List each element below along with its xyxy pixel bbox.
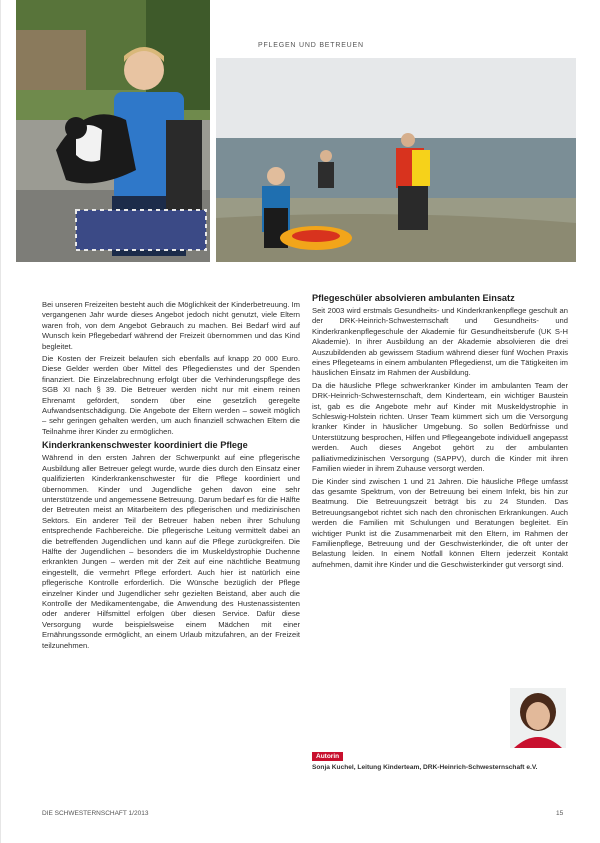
author-portrait [510,688,566,748]
article-right-column [312,290,568,572]
page-number: 15 [556,810,564,817]
paragraph: Seit 2003 wird erstmals Gesundheits- und Kinderkrankenpflege geschult an der DRK-Heinrich-Schwesternschaft und Gesundheits- und Kinderkrankenpflegeschule der Akademie für Gesundheitsberufe (UK S-H Akademie). In ihrer Ausbildung an der Akademie absolvieren die drei Auszubildenden ab gewissem Stadium während dieser fünf Wochen Praxis eines Pflegeteams in einem ambulanten Pflegedienst, um die Tätigkeiten im häuslichen Einsatz im Rahmen der Ausbildung. [312,306,568,378]
paragraph: Die Kinder sind zwischen 1 und 21 Jahren. Die häusliche Pflege umfasst das gesamte Spektrum, von der Betreuung bei einem Infekt, bis hin zur Beatmung. Die Betreuungszeit beträgt bis zu 24 Stunden. Das Betreuungsangebot richtet sich nach den chronischen Erkrankungen. Auch werden die Familien mit Schulungen und Beratungen begleitet. Ein wichtiger Punkt ist die Zusammenarbeit mit den Eltern, im Rahmen der Familienpflege, Betreuung und der Geschwisterkinder, die oft unter der Belastung leiden. In einem Notfall können Eltern jederzeit Kontakt aufnehmen, damit ihre Kinder und die Geschwisterkinder gut versorgt sind. [312,476,568,569]
photo-beach-kayak [216,58,576,262]
photo-boy-with-dog [16,0,210,262]
section-label: PFLEGEN UND BETREUEN [258,42,364,49]
paragraph: Da die häusliche Pflege schwerkranker Kinder im ambulanten Team der DRK-Heinrich-Schwesternschaft, dem Kinderteam, ein wichtiger Baustein ist, gab es die Angebote mehr auf Kinder mit Muskeldystrophie in Schleswig-Holstein richten. Unser Team kümmert sich um die Versorgung kranker Kinder in häuslicher Umgebung. So sollen Bedürfnisse und Unterstützung besprochen, Hilfen und Pflegeangebote individuell angepasst werden. Auch dieses Angebot gehört zu der ambulanten palliativmedizinischen Versorgung (SAPPV), durch die Kinder mit ihren Familien wieder in ihrem Zuhause versorgt werden. [312,380,568,474]
section-heading: Kinderkrankenschwester koordiniert die Pflege [42,440,248,451]
author-badge: Autorin [312,752,343,761]
paragraph: Während in den ersten Jahren der Schwerpunkt auf eine pflegerische Ausbildung aller Betreuer gelegt wurde, wurde dies durch den Einsatz einer qualifizierten Kinderkrankenschwester für die Pflege koordiniert und übernommen. Kinder und Jugendliche gehen davon eine sehr unterstützende und angemessene Betreuung. Darum bedarf es für die Hälfte der Betreuten meist an Mitarbeitern des pflegerischen und medizinischen Sektors. Ein anderer Teil der Betreuer haben neben ihrer Schulung entsprechende Fachbereiche. Die pflegerische Leitung vermittelt dabei an die betreffenden Jugendlichen und kann auf die Pflege zurückgreifen. Die Hälfte der Jugendlichen – besonders die im Muskeldystrophie Duchenne erkrankten Jungen – werden mit der Zeit auf eine nächtliche Beatmung eingestellt, die vermehrt Pflege erfordert. Auch hier ist natürlich eine pflegerische Kontrolle erforderlich. Die Wünsche bezüglich der Pflege einzelner Kinder und Jugendlicher sehr gezielten Beistand, aber auch die Kontrolle der Medikamentengabe, die Anwendung des Hustenassistenten oder anderer Hilfsmittel erfolgen über diesen Service. Dafür diese Versorgung wurde beispielsweise einem Mädchen mit einer Ernährungssonde ermöglicht, an einem Urlaub mitzufahren, an der Freizeit teilzunehmen. [42,453,300,650]
article-left-column [42,300,300,653]
footer-publication: DIE SCHWESTERNSCHAFT 1/2013 [42,810,149,817]
author-credit: Sonja Kuchel, Leitung Kinderteam, DRK-Heinrich-Schwesternschaft e.V. [312,764,538,771]
section-heading: Pflegeschüler absolvieren ambulanten Einsatz [312,293,515,303]
paragraph: Bei unseren Freizeiten besteht auch die Möglichkeit der Kinderbetreuung. Im vergangenen Jahr wurde dieses Angebot jedoch nicht genutzt, viele Eltern waren froh, von dem Angebot Gebrauch zu machen. Bei Bedarf wird auf Wunsch kein Pflegebedarf während der Freizeit übernommen und das Kind begleitet. [42,300,300,351]
paragraph: Die Kosten der Freizeit belaufen sich ebenfalls auf knapp 20 000 Euro. Diese Gelder werden über Mittel des Pflegedienstes und der Spenden finanziert. Die Einzelabrechnung erfolgt über die Verhinderungspflege des SGB XI nach § 39. Die Betreuer werden nicht nur mit einem reinen Ehrenamt gefördert, sondern über eine gesetzlich geregelte Aufwandsentschädigung. Die Angebote der Eltern werden – soweit möglich – sehr geringen gehalten werden, um auch finanziell schwachen Eltern die Teilnahme ihrer Kinder zu ermöglichen. [42,354,300,436]
